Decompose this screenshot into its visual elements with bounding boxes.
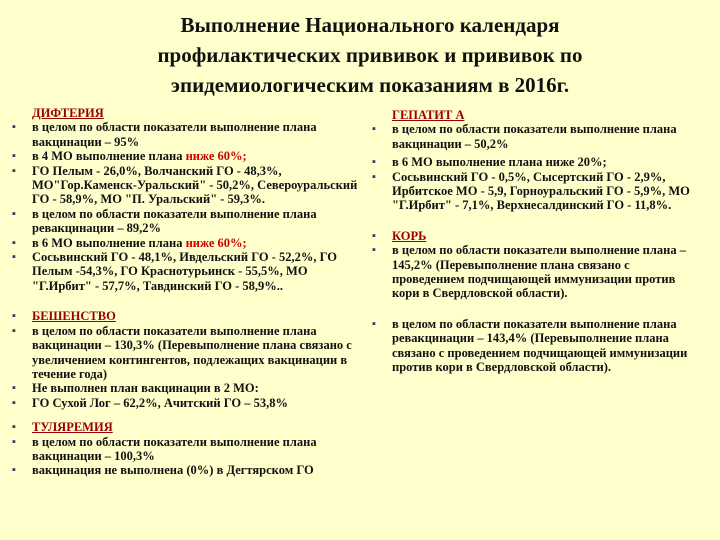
bullet-icon: ▪ xyxy=(12,207,16,220)
item-text: Сосьвинский ГО - 48,1%, Ивдельский ГО - 52,2%, ГО Пелым -54,3%, ГО Краснотурьинск - 55,5%, МО "Г.Ирбит" - 57,7%, Тавдинский ГО - 58,9%.. xyxy=(32,250,337,293)
item-text: в целом по области показатели выполнение плана ревакцинации – 143,4% (Перевыполнение плана связано с проведением подчищающей иммунизации против кори в Свердловской области). xyxy=(392,316,688,375)
section-measles xyxy=(368,229,698,375)
list-item xyxy=(8,435,364,464)
item-text: в 6 МО выполнение плана ниже 20%; xyxy=(392,155,607,170)
bullet-icon: ▪ xyxy=(12,121,16,134)
heading-diphtheria: ДИФТЕРИЯ xyxy=(32,106,104,120)
item-text: вакцинация не выполнена (0%) в Дегтярском ГО xyxy=(32,463,314,478)
slide-title xyxy=(90,10,650,100)
item-text: в целом по области показатели выполнение плана вакцинации – 50,2% xyxy=(392,122,677,151)
list-item xyxy=(8,164,364,207)
item-text: в целом по области показатели выполнение плана вакцинации – 100,3% xyxy=(32,434,317,463)
list-item xyxy=(8,250,364,293)
list-item xyxy=(368,243,698,301)
list-item xyxy=(8,381,364,395)
item-text: в 6 МО выполнение плана xyxy=(32,235,186,250)
bullet-icon: ▪ xyxy=(372,229,376,242)
item-text: в целом по области показатели выполнение плана вакцинации – 130,3% (Перевыполнение плана связано с увеличением контингентов, подлежащих вакцинации в течение года) xyxy=(32,323,352,381)
bullet-icon: ▪ xyxy=(12,251,16,264)
heading-measles: КОРЬ xyxy=(392,228,427,243)
list-item xyxy=(8,120,364,149)
bullet-icon: ▪ xyxy=(12,464,16,477)
list-item xyxy=(368,122,698,151)
list-item xyxy=(368,170,698,213)
heading-tularemia: ТУЛЯРЕМИЯ xyxy=(32,420,113,435)
list-item xyxy=(8,149,364,163)
bullet-icon: ▪ xyxy=(12,421,16,434)
bullet-icon: ▪ xyxy=(12,435,16,448)
heading-rabies: БЕШЕНСТВО xyxy=(32,309,116,324)
bullet-icon: ▪ xyxy=(12,164,16,177)
bullet-icon: ▪ xyxy=(372,244,376,257)
section-tularemia xyxy=(8,420,364,478)
section-diphtheria xyxy=(8,106,364,293)
right-column xyxy=(368,108,698,375)
item-text: ГО Пелым - 26,0%, Волчанский ГО - 48,3%, МО"Гор.Каменск-Уральский" - 50,2%, Североуральский ГО - 58,9%, МО "П. Уральский" - 59,3%. xyxy=(32,163,358,207)
left-column xyxy=(8,106,364,478)
heading-hepatitis: ГЕПАТИТ А xyxy=(392,108,465,122)
item-text: в целом по области показатели выполнение плана вакцинации – 95% xyxy=(32,120,317,149)
bullet-icon: ▪ xyxy=(12,150,16,163)
item-text: в 4 МО выполнение плана xyxy=(32,149,186,164)
bullet-icon: ▪ xyxy=(372,156,376,169)
section-rabies xyxy=(8,309,364,410)
title-line-3: эпидемиологическим показаниям в 2016г. xyxy=(170,73,570,97)
list-item xyxy=(8,324,364,382)
item-text: в целом по области показатели выполнение плана ревакцинации – 89,2% xyxy=(32,206,317,236)
item-text: в целом по области показатели выполнение плана – 145,2% (Перевыполнение плана связано с проведением подчищающей иммунизации против кори в Свердловской области). xyxy=(392,243,686,301)
list-item xyxy=(368,317,698,375)
item-text: Не выполнен план вакцинации в 2 МО: xyxy=(32,381,259,396)
bullet-icon: ▪ xyxy=(12,324,16,337)
list-item xyxy=(8,463,364,477)
bullet-icon: ▪ xyxy=(12,310,16,323)
list-item xyxy=(8,396,364,410)
bullet-icon: ▪ xyxy=(12,236,16,249)
title-line-2: профилактических прививок и прививок по xyxy=(157,43,583,67)
bullet-icon: ▪ xyxy=(12,382,16,395)
list-item xyxy=(8,236,364,250)
list-item xyxy=(8,309,364,323)
section-hepatitis xyxy=(368,108,698,213)
title-line-1: Выполнение Национального календаря xyxy=(180,13,560,37)
highlight-text: ниже 60%; xyxy=(185,149,247,164)
bullet-icon: ▪ xyxy=(372,170,376,183)
list-item xyxy=(8,420,364,434)
bullet-icon: ▪ xyxy=(372,317,376,330)
bullet-icon: ▪ xyxy=(372,123,376,136)
list-item xyxy=(368,229,698,243)
bullet-icon: ▪ xyxy=(12,396,16,409)
item-text: Сосьвинский ГО - 0,5%, Сысертский ГО - 2,9%, Ирбитское МО - 5,9, Горноуральский ГО - 5,9%, МО "Г.Ирбит" - 7,1%, Верхнесалдинский ГО - 11,8%. xyxy=(392,169,690,213)
list-item xyxy=(8,207,364,236)
item-text: ГО Сухой Лог – 62,2%, Ачитский ГО – 53,8% xyxy=(32,395,288,410)
highlight-text: ниже 60%; xyxy=(185,235,247,250)
list-item xyxy=(368,155,698,169)
